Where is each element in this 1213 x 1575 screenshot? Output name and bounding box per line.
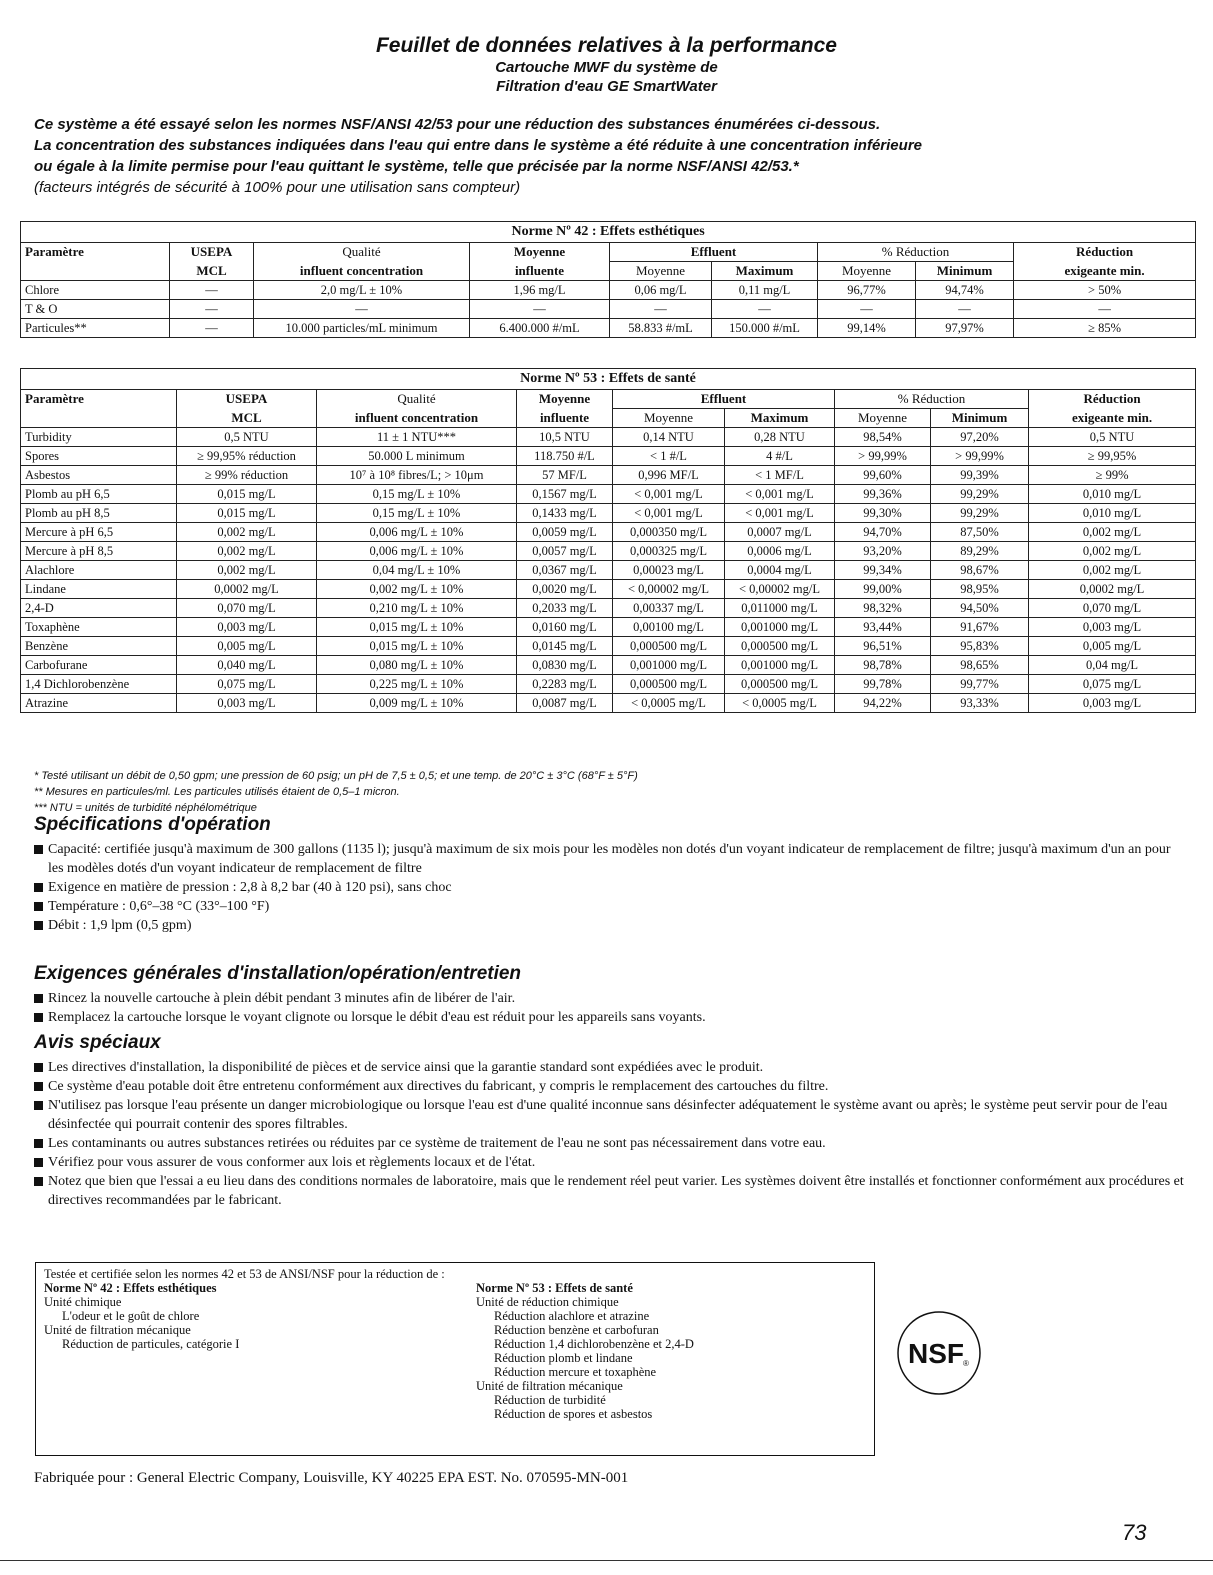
cell-eff-max: 0,0004 mg/L [725, 561, 835, 580]
col-header-blank [21, 409, 177, 428]
col-header-req: Réduction [1014, 243, 1196, 262]
cell-red-moy: 94,70% [835, 523, 931, 542]
table-row [21, 319, 1196, 338]
cell-eff-max: — [712, 300, 818, 319]
cell-mcl: 0,003 mg/L [177, 618, 317, 637]
cell-qualite: 0,080 mg/L ± 10% [317, 656, 517, 675]
table53-body [21, 428, 1196, 713]
cell-red-moy: 96,51% [835, 637, 931, 656]
cell-mcl: 0,040 mg/L [177, 656, 317, 675]
cell-eff-moy: — [610, 300, 712, 319]
bullet-text: Vérifiez pour vous assurer de vous conformer aux lois et règlements locaux et de l'état. [48, 1155, 536, 1170]
cell-eff-moy: 0,00100 mg/L [613, 618, 725, 637]
cell-eff-max: < 1 MF/L [725, 466, 835, 485]
bullet-item [34, 1058, 1184, 1077]
cert-unit: Unité de filtration mécanique [44, 1323, 191, 1337]
bullet-item [34, 1096, 1184, 1134]
table-title: Norme Nº 42 : Effets esthétiques [21, 222, 1196, 243]
cell-mcl: 0,002 mg/L [177, 561, 317, 580]
cell-mcl: 0,002 mg/L [177, 542, 317, 561]
cell-red-min: 97,97% [916, 319, 1014, 338]
cell-param: Mercure à pH 8,5 [21, 542, 177, 561]
bullet-text: Rincez la nouvelle cartouche à plein débit pendant 3 minutes afin de libérer de l'air. [48, 991, 516, 1006]
cell-mcl: 0,003 mg/L [177, 694, 317, 713]
cell-eff-moy: 0,000500 mg/L [613, 637, 725, 656]
bullet-item [34, 1153, 1184, 1172]
cell-param: Benzène [21, 637, 177, 656]
cell-red-moy: 99,00% [835, 580, 931, 599]
cell-red-min: 99,39% [931, 466, 1029, 485]
bullet-text: Température : 0,6°–38 °C (33°–100 °F) [48, 899, 270, 914]
cell-eff-max: 4 #/L [725, 447, 835, 466]
cell-qualite: 0,225 mg/L ± 10% [317, 675, 517, 694]
cell-eff-moy: 0,000325 mg/L [613, 542, 725, 561]
cert-right-column [476, 1281, 866, 1421]
cell-mcl: ≥ 99,95% réduction [177, 447, 317, 466]
cell-req: ≥ 99,95% [1029, 447, 1196, 466]
cell-mcl: 0,5 NTU [177, 428, 317, 447]
table-row [21, 694, 1196, 713]
cell-param: Atrazine [21, 694, 177, 713]
table-row [21, 542, 1196, 561]
cell-moyenne: 6.400.000 #/mL [470, 319, 610, 338]
cell-mcl: ≥ 99% réduction [177, 466, 317, 485]
cell-mcl: 0,015 mg/L [177, 504, 317, 523]
bullet-text: Exigence en matière de pression : 2,8 à 8,2 bar (40 à 120 psi), sans choc [48, 880, 452, 895]
col-header-req2: exigeante min. [1014, 262, 1196, 281]
certification-box [35, 1262, 875, 1456]
cell-qualite: 0,210 mg/L ± 10% [317, 599, 517, 618]
bullet-square-icon [34, 921, 43, 930]
cell-qualite: 11 ± 1 NTU*** [317, 428, 517, 447]
cell-qualite: 0,006 mg/L ± 10% [317, 542, 517, 561]
bullet-item [34, 897, 1184, 916]
cell-red-moy: 94,22% [835, 694, 931, 713]
cell-red-moy: 93,20% [835, 542, 931, 561]
section-title-notices: Avis spéciaux [34, 1032, 161, 1053]
cell-moyenne: 0,0087 mg/L [517, 694, 613, 713]
table-row [21, 599, 1196, 618]
cert-unit-item: Réduction plomb et lindane [494, 1351, 633, 1365]
cell-mcl: 0,002 mg/L [177, 523, 317, 542]
cert-unit-item: Réduction de spores et asbestos [494, 1407, 653, 1421]
col-header-reduction: % Réduction [818, 243, 1014, 262]
cell-red-min: 97,20% [931, 428, 1029, 447]
cell-param: Turbidity [21, 428, 177, 447]
cell-param: Asbestos [21, 466, 177, 485]
cell-req: 0,002 mg/L [1029, 561, 1196, 580]
bullet-text: Remplacez la cartouche lorsque le voyant clignote ou lorsque le débit d'eau est réduit pour les appareils sans voyants. [48, 1010, 706, 1025]
cell-moyenne: 0,0059 mg/L [517, 523, 613, 542]
cell-eff-max: 0,001000 mg/L [725, 618, 835, 637]
cell-eff-max: 0,0006 mg/L [725, 542, 835, 561]
bullet-text: Débit : 1,9 lpm (0,5 gpm) [48, 918, 192, 933]
cert-unit-item: L'odeur et le goût de chlore [62, 1309, 200, 1323]
bullet-item [34, 916, 1184, 935]
col-header-effluent: Effluent [613, 390, 835, 409]
specs-list [34, 840, 1184, 935]
cell-eff-moy: 0,00023 mg/L [613, 561, 725, 580]
cert-left-column [44, 1267, 464, 1351]
cell-param: Plomb au pH 6,5 [21, 485, 177, 504]
cert-unit-item: Réduction benzène et carbofuran [494, 1323, 659, 1337]
cell-qualite: 0,015 mg/L ± 10% [317, 618, 517, 637]
cell-eff-max: 150.000 #/mL [712, 319, 818, 338]
cell-red-moy: 99,34% [835, 561, 931, 580]
intro-statement [34, 114, 1184, 198]
col-header-red-moy: Moyenne [835, 409, 931, 428]
bullet-square-icon [34, 1139, 43, 1148]
bullet-text: Les contaminants ou autres substances retirées ou réduites par ce système de traitement de l'eau ne sont pas nécessairement dans votre eau. [48, 1136, 826, 1151]
cell-qualite: 2,0 mg/L ± 10% [254, 281, 470, 300]
cell-eff-max: < 0,001 mg/L [725, 485, 835, 504]
bullet-square-icon [34, 994, 43, 1003]
col-header-influent-conc: influent concentration [254, 262, 470, 281]
cert-unit: Unité de filtration mécanique [476, 1379, 623, 1393]
page-number: 73 [1122, 1520, 1147, 1545]
cell-red-moy: 99,60% [835, 466, 931, 485]
col-header-blank [21, 262, 170, 281]
cell-moyenne: 0,1567 mg/L [517, 485, 613, 504]
intro-note: (facteurs intégrés de sécurité à 100% pour une utilisation sans compteur) [34, 179, 521, 196]
cell-param: Spores [21, 447, 177, 466]
table-row [21, 675, 1196, 694]
table-row [21, 523, 1196, 542]
cell-eff-max: < 0,0005 mg/L [725, 694, 835, 713]
cell-req: — [1014, 300, 1196, 319]
col-header-param: Paramètre [21, 243, 170, 262]
cell-req: ≥ 85% [1014, 319, 1196, 338]
cell-req: 0,5 NTU [1029, 428, 1196, 447]
bullet-item [34, 1077, 1184, 1096]
bullet-square-icon [34, 1063, 43, 1072]
cell-moyenne: 10,5 NTU [517, 428, 613, 447]
page-header [0, 34, 1213, 96]
cell-red-min: 98,67% [931, 561, 1029, 580]
cell-qualite: 0,04 mg/L ± 10% [317, 561, 517, 580]
bullet-item [34, 878, 1184, 897]
col-header-eff-max: Maximum [712, 262, 818, 281]
cell-eff-max: 0,28 NTU [725, 428, 835, 447]
cell-moyenne: 57 MF/L [517, 466, 613, 485]
cell-req: > 50% [1014, 281, 1196, 300]
table-row [21, 504, 1196, 523]
table-standard-42 [20, 221, 1196, 338]
table-row [21, 300, 1196, 319]
cell-mcl: — [170, 300, 254, 319]
cell-eff-moy: 0,00337 mg/L [613, 599, 725, 618]
bullet-item [34, 1008, 1184, 1027]
cell-eff-moy: 58.833 #/mL [610, 319, 712, 338]
col-header-moyenne: Moyenne [470, 243, 610, 262]
cell-red-min: 94,74% [916, 281, 1014, 300]
bullet-text: Les directives d'installation, la disponibilité de pièces et de service ainsi que la garantie standard sont expédiées avec le produit. [48, 1060, 764, 1075]
cell-mcl: 0,0002 mg/L [177, 580, 317, 599]
table-row [21, 618, 1196, 637]
cell-req: 0,002 mg/L [1029, 523, 1196, 542]
table-row [21, 485, 1196, 504]
col-header-effluent: Effluent [610, 243, 818, 262]
cell-red-min: 94,50% [931, 599, 1029, 618]
cell-eff-max: 0,011000 mg/L [725, 599, 835, 618]
cell-moyenne: 0,2033 mg/L [517, 599, 613, 618]
bullet-square-icon [34, 883, 43, 892]
cell-eff-moy: 0,001000 mg/L [613, 656, 725, 675]
cell-qualite: 50.000 L minimum [317, 447, 517, 466]
cell-moyenne: 0,0160 mg/L [517, 618, 613, 637]
cell-red-moy: > 99,99% [835, 447, 931, 466]
cell-req: ≥ 99% [1029, 466, 1196, 485]
cell-param: Chlore [21, 281, 170, 300]
cell-mcl: — [170, 281, 254, 300]
cell-req: 0,04 mg/L [1029, 656, 1196, 675]
bullet-text: N'utilisez pas lorsque l'eau présente un danger microbiologique ou lorsque l'eau est d'une qualité inconnue sans désinfecter adéquatement le système avant ou après; le système peut servir pour de l'eau désinfectée qui pourrait contenir des spores filtrables. [48, 1098, 1168, 1132]
cell-req: 0,070 mg/L [1029, 599, 1196, 618]
footnote: * Testé utilisant un débit de 0,50 gpm; une pression de 60 psig; un pH de 7,5 ± 0,5; et une temp. de 20°C ± 3°C (68°F ± 5°F) [34, 770, 638, 782]
footnote: *** NTU = unités de turbidité néphélométrique [34, 802, 257, 814]
footnotes [34, 768, 638, 816]
cert-intro: Testée et certifiée selon les normes 42 et 53 de ANSI/NSF pour la réduction de : [44, 1267, 445, 1281]
table-row [21, 428, 1196, 447]
cert-unit-item: Réduction 1,4 dichlorobenzène et 2,4-D [494, 1337, 694, 1351]
cert-unit: Unité de réduction chimique [476, 1295, 619, 1309]
bullet-text: Ce système d'eau potable doit être entretenu conformément aux directives du fabricant, y compris le remplacement des cartouches du filtre. [48, 1079, 829, 1094]
cell-param: Mercure à pH 6,5 [21, 523, 177, 542]
col-header-reduction: % Réduction [835, 390, 1029, 409]
cell-red-min: 99,29% [931, 504, 1029, 523]
bullet-square-icon [34, 1177, 43, 1186]
cell-param: Alachlore [21, 561, 177, 580]
bullet-square-icon [34, 902, 43, 911]
table-row [21, 580, 1196, 599]
col-header-influent-conc: influent concentration [317, 409, 517, 428]
cell-red-moy: — [818, 300, 916, 319]
cell-red-moy: 99,30% [835, 504, 931, 523]
bullet-square-icon [34, 1101, 43, 1110]
cert-right-heading: Norme Nº 53 : Effets de santé [476, 1281, 633, 1295]
page-subtitle-line2: Filtration d'eau GE SmartWater [496, 78, 717, 95]
bottom-rule [0, 1560, 1213, 1561]
cell-param: Plomb au pH 8,5 [21, 504, 177, 523]
cell-param: Lindane [21, 580, 177, 599]
table-row [21, 561, 1196, 580]
cell-red-moy: 98,32% [835, 599, 931, 618]
col-header-param: Paramètre [21, 390, 177, 409]
cell-eff-max: 0,0007 mg/L [725, 523, 835, 542]
cert-left-heading: Norme Nº 42 : Effets esthétiques [44, 1281, 217, 1295]
cell-eff-moy: < 0,00002 mg/L [613, 580, 725, 599]
col-header-red-moy: Moyenne [818, 262, 916, 281]
cell-red-moy: 93,44% [835, 618, 931, 637]
cell-moyenne: 0,0020 mg/L [517, 580, 613, 599]
cell-qualite: 0,009 mg/L ± 10% [317, 694, 517, 713]
col-header-moyenne: Moyenne [517, 390, 613, 409]
cell-eff-moy: < 1 #/L [613, 447, 725, 466]
cell-moyenne: 0,2283 mg/L [517, 675, 613, 694]
table-row [21, 447, 1196, 466]
nsf-logo-icon [896, 1310, 982, 1396]
cell-red-moy: 99,14% [818, 319, 916, 338]
bullet-text: Capacité: certifiée jusqu'à maximum de 300 gallons (1135 l); jusqu'à maximum de six mois pour les modèles non dotés d'un voyant indicateur de remplacement de filtre; jusqu'à maximum d'un an pour les modèles dotés d'un voyant indicateur de remplacement de filtre [48, 842, 1171, 876]
cell-qualite: 0,15 mg/L ± 10% [317, 504, 517, 523]
cell-red-moy: 99,36% [835, 485, 931, 504]
bullet-square-icon [34, 1013, 43, 1022]
intro-line: Ce système a été essayé selon les normes NSF/ANSI 42/53 pour une réduction des substances énumérées ci-dessous. [34, 116, 881, 133]
cell-red-min: — [916, 300, 1014, 319]
cell-req: 0,003 mg/L [1029, 694, 1196, 713]
install-list [34, 989, 1184, 1027]
table-row [21, 656, 1196, 675]
cell-mcl: 0,015 mg/L [177, 485, 317, 504]
bullet-square-icon [34, 1082, 43, 1091]
col-header-qualite: Qualité [317, 390, 517, 409]
bullet-item [34, 1172, 1184, 1210]
cert-unit: Unité chimique [44, 1295, 122, 1309]
cell-qualite: — [254, 300, 470, 319]
cell-moyenne: 1,96 mg/L [470, 281, 610, 300]
cell-param: 2,4-D [21, 599, 177, 618]
page-title: Feuillet de données relatives à la performance [375, 34, 837, 57]
cell-eff-max: < 0,00002 mg/L [725, 580, 835, 599]
cell-eff-moy: 0,000500 mg/L [613, 675, 725, 694]
cell-param: 1,4 Dichlorobenzène [21, 675, 177, 694]
col-header-req: Réduction [1029, 390, 1196, 409]
nsf-logo-mark: ® [963, 1359, 969, 1368]
cell-req: 0,075 mg/L [1029, 675, 1196, 694]
cell-eff-max: 0,001000 mg/L [725, 656, 835, 675]
section-title-specs: Spécifications d'opération [34, 814, 271, 835]
section-title-install: Exigences générales d'installation/opération/entretien [34, 963, 522, 984]
cell-red-min: 91,67% [931, 618, 1029, 637]
cell-eff-moy: < 0,001 mg/L [613, 504, 725, 523]
bullet-text: Notez que bien que l'essai a eu lieu dans des conditions normales de laboratoire, mais que le rendement réel peut varier. Les systèmes doivent être installés et fonctionner conformément aux procédures et directives recommandées par le fabricant. [48, 1174, 1184, 1208]
bullet-item [34, 1134, 1184, 1153]
cell-moyenne: — [470, 300, 610, 319]
cell-eff-max: 0,11 mg/L [712, 281, 818, 300]
cell-eff-max: 0,000500 mg/L [725, 637, 835, 656]
cell-red-moy: 96,77% [818, 281, 916, 300]
cell-qualite: 0,002 mg/L ± 10% [317, 580, 517, 599]
cell-param: Toxaphène [21, 618, 177, 637]
cell-red-min: 95,83% [931, 637, 1029, 656]
table-standard-53 [20, 368, 1196, 713]
cell-moyenne: 0,0367 mg/L [517, 561, 613, 580]
cell-qualite: 10⁷ à 10⁸ fibres/L; > 10μm [317, 466, 517, 485]
bullet-square-icon [34, 845, 43, 854]
cell-req: 0,010 mg/L [1029, 485, 1196, 504]
bullet-item [34, 840, 1184, 878]
cell-red-min: 93,33% [931, 694, 1029, 713]
col-header-eff-max: Maximum [725, 409, 835, 428]
cell-moyenne: 0,1433 mg/L [517, 504, 613, 523]
cell-param: Particules** [21, 319, 170, 338]
cell-mcl: 0,075 mg/L [177, 675, 317, 694]
col-header-eff-moy: Moyenne [610, 262, 712, 281]
manufacturer-line: Fabriquée pour : General Electric Company, Louisville, KY 40225 EPA EST. No. 070595-MN-001 [34, 1470, 629, 1486]
cell-red-moy: 99,78% [835, 675, 931, 694]
col-header-influente: influente [517, 409, 613, 428]
cell-eff-max: < 0,001 mg/L [725, 504, 835, 523]
table-row [21, 637, 1196, 656]
cell-param: Carbofurane [21, 656, 177, 675]
col-header-qualite: Qualité [254, 243, 470, 262]
cell-req: 0,003 mg/L [1029, 618, 1196, 637]
cell-req: 0,0002 mg/L [1029, 580, 1196, 599]
footnote: ** Mesures en particules/ml. Les particules utilisés étaient de 0,5–1 micron. [34, 786, 400, 798]
table42-body [21, 281, 1196, 338]
cell-qualite: 0,006 mg/L ± 10% [317, 523, 517, 542]
cell-eff-moy: < 0,0005 mg/L [613, 694, 725, 713]
col-header-red-min: Minimum [916, 262, 1014, 281]
cell-moyenne: 0,0057 mg/L [517, 542, 613, 561]
cell-mcl: 0,070 mg/L [177, 599, 317, 618]
table-row [21, 281, 1196, 300]
nsf-logo-text: NSF [908, 1338, 964, 1369]
col-header-influente: influente [470, 262, 610, 281]
cell-moyenne: 118.750 #/L [517, 447, 613, 466]
cell-eff-moy: 0,996 MF/L [613, 466, 725, 485]
intro-line: La concentration des substances indiquées dans l'eau qui entre dans le système a été réduite à une concentration inférieure [34, 137, 922, 154]
cell-red-min: 99,77% [931, 675, 1029, 694]
col-header-red-min: Minimum [931, 409, 1029, 428]
cell-red-moy: 98,78% [835, 656, 931, 675]
cell-red-min: 98,65% [931, 656, 1029, 675]
page-subtitle-line1: Cartouche MWF du système de [495, 59, 718, 76]
cell-red-min: 99,29% [931, 485, 1029, 504]
bullet-square-icon [34, 1158, 43, 1167]
col-header-req2: exigeante min. [1029, 409, 1196, 428]
cell-red-min: 87,50% [931, 523, 1029, 542]
cell-eff-moy: 0,000350 mg/L [613, 523, 725, 542]
bullet-item [34, 989, 1184, 1008]
cert-unit-item: Réduction alachlore et atrazine [494, 1309, 650, 1323]
cell-qualite: 10.000 particles/mL minimum [254, 319, 470, 338]
cell-qualite: 0,15 mg/L ± 10% [317, 485, 517, 504]
cert-unit-item: Réduction mercure et toxaphène [494, 1365, 657, 1379]
cell-red-min: 89,29% [931, 542, 1029, 561]
cell-eff-moy: 0,06 mg/L [610, 281, 712, 300]
col-header-mcl: MCL [170, 262, 254, 281]
col-header-usepa: USEPA [170, 243, 254, 262]
cell-eff-moy: < 0,001 mg/L [613, 485, 725, 504]
cell-req: 0,010 mg/L [1029, 504, 1196, 523]
table-row [21, 466, 1196, 485]
cell-red-moy: 98,54% [835, 428, 931, 447]
cert-unit-item: Réduction de particules, catégorie I [62, 1337, 240, 1351]
cell-mcl: — [170, 319, 254, 338]
notices-list [34, 1058, 1184, 1210]
col-header-eff-moy: Moyenne [613, 409, 725, 428]
cell-req: 0,002 mg/L [1029, 542, 1196, 561]
cell-moyenne: 0,0145 mg/L [517, 637, 613, 656]
cell-red-min: 98,95% [931, 580, 1029, 599]
cell-red-min: > 99,99% [931, 447, 1029, 466]
cell-eff-max: 0,000500 mg/L [725, 675, 835, 694]
table-title: Norme Nº 53 : Effets de santé [21, 369, 1196, 390]
cell-mcl: 0,005 mg/L [177, 637, 317, 656]
cell-qualite: 0,015 mg/L ± 10% [317, 637, 517, 656]
intro-line: ou égale à la limite permise pour l'eau quittant le système, telle que précisée par la norme NSF/ANSI 42/53.* [34, 158, 799, 175]
col-header-usepa: USEPA [177, 390, 317, 409]
cell-param: T & O [21, 300, 170, 319]
cert-unit-item: Réduction de turbidité [494, 1393, 606, 1407]
cell-eff-moy: 0,14 NTU [613, 428, 725, 447]
cell-req: 0,005 mg/L [1029, 637, 1196, 656]
col-header-mcl: MCL [177, 409, 317, 428]
cell-moyenne: 0,0830 mg/L [517, 656, 613, 675]
